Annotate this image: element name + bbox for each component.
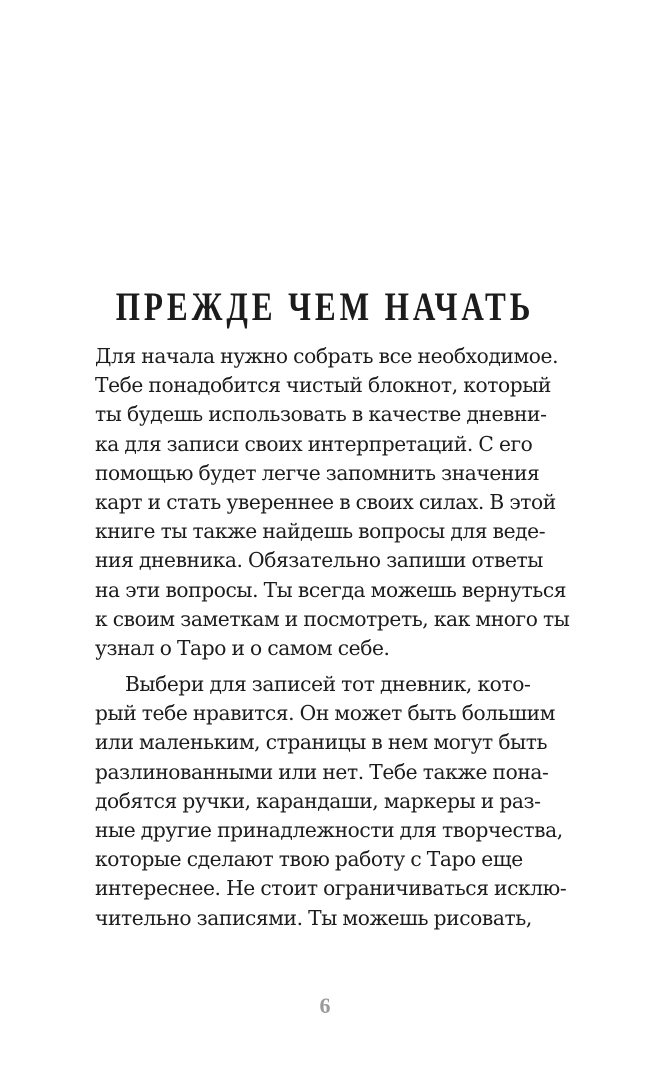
text-line: интереснее. Не стоит ограничиваться исклю- (95, 876, 567, 901)
text-line: разлинованными или нет. Тебе также пона- (95, 759, 549, 784)
text-line: или маленьким, страницы в нем могут быть (95, 730, 548, 755)
text-line: на эти вопросы. Ты всегда можешь вернуться (95, 577, 567, 602)
text-line: карт и стать увереннее в своих силах. В этой (95, 489, 556, 514)
paragraph-2 (95, 670, 595, 933)
text-line: Выбери для записей тот дневник, кото- (125, 672, 531, 697)
text-line: ка для записи своих интерпретаций. С его (95, 431, 533, 456)
text-line: помощью будет легче запомнить значения (95, 460, 540, 485)
page-number: 6 (319, 993, 331, 1018)
text-line: рый тебе нравится. Он может быть большим (95, 701, 555, 726)
text-line: ные другие принадлежности для творчества, (95, 818, 563, 842)
paragraph-gap (95, 663, 595, 670)
text-line: узнал о Таро и о самом себе. (95, 635, 390, 660)
text-line: ты будешь использовать в качестве дневни- (95, 402, 547, 427)
body-text (95, 342, 595, 933)
text-line: ния дневника. Обязательно запиши ответы (95, 548, 543, 573)
text-line: Тебе понадобится чистый блокнот, который (95, 373, 551, 398)
paragraph-1 (95, 342, 595, 663)
text-line: чительно записями. Ты можешь рисовать, (95, 905, 532, 930)
chapter-heading: ПРЕЖДЕ ЧЕМ НАЧАТЬ (115, 284, 535, 329)
text-line: к своим заметкам и посмотреть, как много ты (95, 606, 570, 631)
text-line: Для начала нужно собрать все необходимое. (95, 344, 559, 368)
text-line: добятся ручки, карандаши, маркеры и раз- (95, 788, 541, 813)
text-line: которые сделают твою работу с Таро еще (95, 847, 523, 872)
text-line: книге ты также найдешь вопросы для веде- (95, 519, 546, 544)
